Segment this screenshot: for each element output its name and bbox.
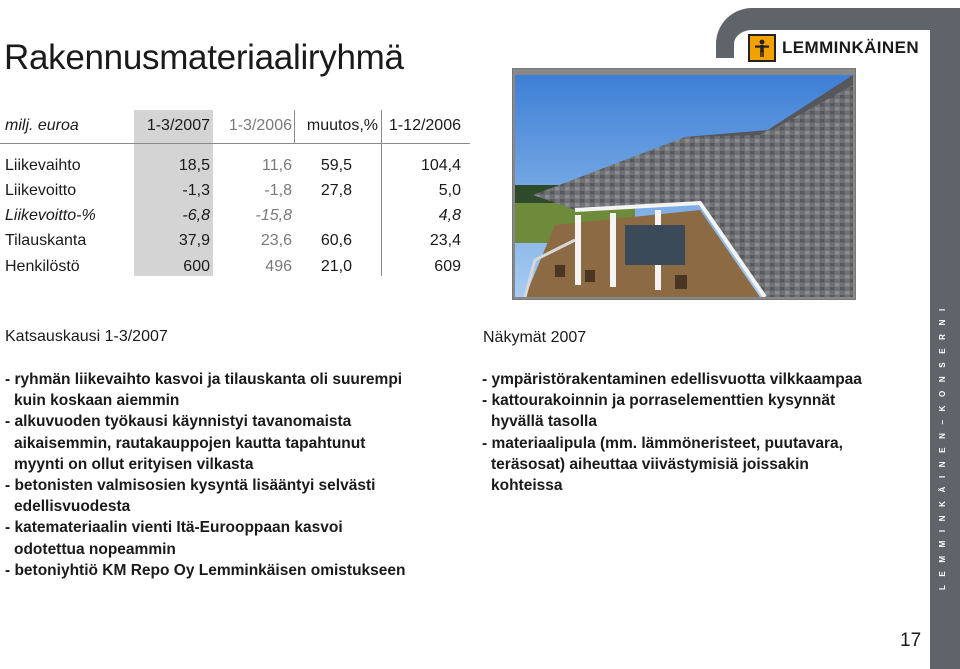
table-cell: -15,8 [255,207,292,224]
table-cell: -1,3 [182,182,210,199]
table-cell: 60,6 [320,232,352,249]
list-item: myynti on ollut erityisen vilkasta [14,455,254,473]
period-review-heading: Katsauskausi 1-3/2007 [5,328,168,345]
outlook-list [482,369,862,496]
table-header-unit: milj. euroa [5,117,79,134]
column-divider [294,110,295,144]
table-cell: 5,0 [438,182,461,199]
table-cell: 23,6 [260,232,292,249]
table-cell: 4,8 [438,207,461,224]
table-cell: -1,8 [264,182,292,199]
list-item: - katemateriaalin vienti Itä-Eurooppaan kasvoi [5,519,343,537]
list-item: - materiaalipula (mm. lämmöneristeet, puutavara, [482,434,843,452]
company-logo [748,34,919,62]
table-cell: 37,9 [178,232,210,249]
table-cell: 59,5 [320,157,352,174]
table-header-col3: muutos,% [306,117,378,134]
table-row-label: Liikevoitto [5,182,77,199]
column-divider [381,110,382,276]
table-header-col2: 1-3/2006 [228,117,292,134]
list-item: - ympäristörakentaminen edellisvuotta vilkkaampaa [482,371,862,388]
list-item: - ryhmän liikevaihto kasvoi ja tilauskanta oli suurempi [5,371,403,388]
table-cell: 496 [265,258,292,275]
table-cell: -6,8 [182,207,210,224]
list-item: - betoniyhtiö KM Repo Oy Lemminkäisen omistukseen [5,561,406,579]
logo-figure-icon [748,34,776,62]
list-item: kohteissa [491,477,563,495]
header-divider [0,143,470,144]
table-cell: 11,6 [262,157,292,174]
brand-side-text: L E M M I N K Ä I N E N – K O N S E R N I [938,305,947,590]
table-header-col1: 1-3/2007 [146,117,210,134]
table-cell: 23,4 [429,232,461,249]
list-item: odotettua nopeammin [14,540,176,558]
table-row-label: Tilauskanta [5,232,87,249]
list-item: edellisvuodesta [14,498,131,516]
list-item: - alkuvuoden työkausi käynnistyi tavanomaista [5,413,352,431]
list-item: - kattourakoinnin ja porraselementtien kysynnät [482,392,836,410]
outlook-heading: Näkymät 2007 [483,329,587,346]
table-cell: 21,0 [320,258,352,275]
list-item: aikaisemmin, rautakauppojen kautta tapahtunut [14,434,366,452]
table-cell: 609 [434,258,461,275]
logo-text: LEMMINKÄINEN [782,38,920,57]
table-row-label: Liikevaihto [5,157,81,174]
table-header-col4: 1-12/2006 [388,117,461,134]
table-row-label: Liikevoitto-% [5,207,96,224]
page-title: Rakennusmateriaaliryhmä [4,38,404,77]
table-cell: 104,4 [420,157,461,174]
table-row-label: Henkilöstö [5,258,80,275]
table-cell: 600 [183,258,210,275]
list-item: - betonisten valmisosien kysyntä lisääntyi selvästi [5,477,376,495]
period-review-list [5,369,406,581]
roof-photo [515,75,853,297]
list-item: teräsosat) aiheuttaa viivästymisiä joissakin [491,455,809,473]
table-cell: 27,8 [320,182,352,199]
table-cell: 18,5 [178,157,210,174]
list-item: hyvällä tasolla [491,413,597,431]
list-item: kuin koskaan aiemmin [14,392,180,410]
page-number: 17 [900,630,922,651]
